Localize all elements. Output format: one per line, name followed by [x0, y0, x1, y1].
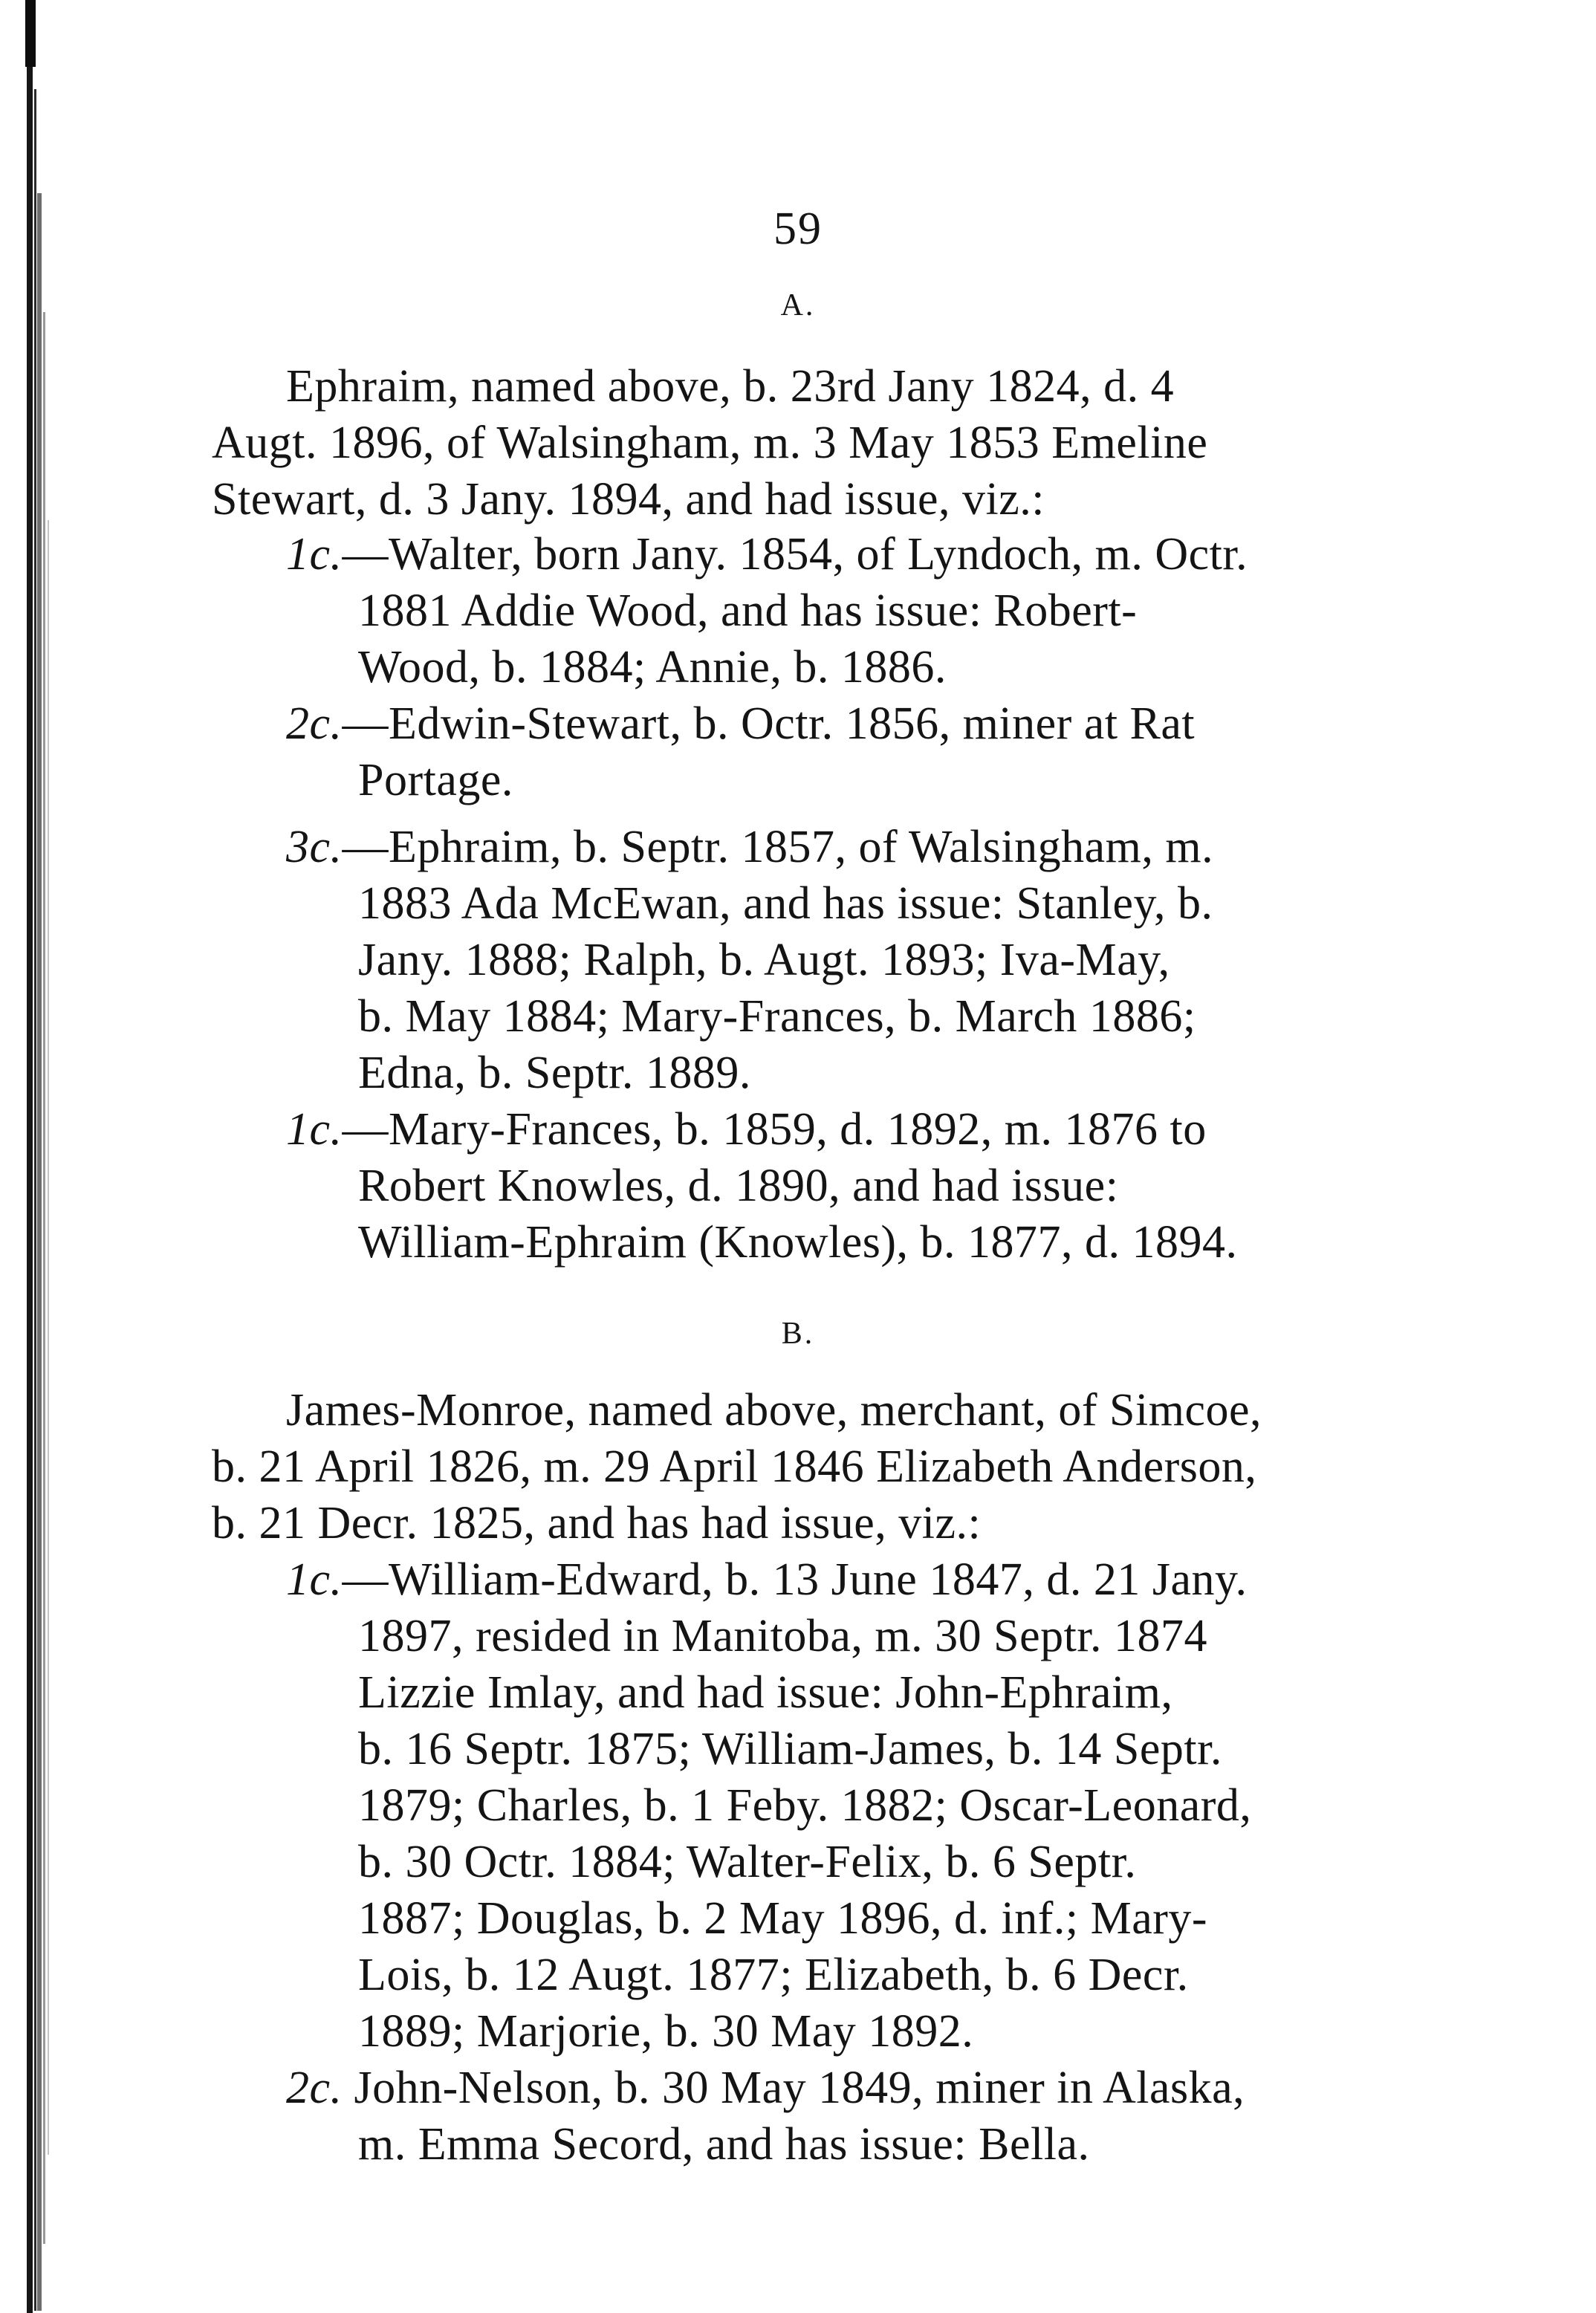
text-line: William-Ephraim (Knowles), b. 1877, d. 1894.	[358, 1217, 1238, 1268]
text-line: Stewart, d. 3 Jany. 1894, and had issue, viz.:	[212, 474, 1045, 525]
section-heading: A.	[780, 288, 816, 322]
text-line: Robert Knowles, d. 1890, and had issue:	[358, 1161, 1119, 1211]
child-number-marker: 1c.	[286, 529, 343, 580]
text-line: b. May 1884; Mary-Frances, b. March 1886;	[358, 991, 1196, 1042]
text-line: Wood, b. 1884; Annie, b. 1886.	[358, 642, 947, 692]
text-line: Portage.	[358, 755, 513, 805]
text-line	[286, 1103, 1207, 1156]
text-line: Edna, b. Septr. 1889.	[358, 1048, 751, 1098]
entry-text: —Mary-Frances, b. 1859, d. 1892, m. 1876 to	[342, 1104, 1207, 1155]
text-line: m. Emma Secord, and has issue: Bella.	[358, 2119, 1090, 2170]
entry-text: —Walter, born Jany. 1854, of Lyndoch, m. Octr.	[342, 529, 1248, 580]
text-line	[286, 1553, 1247, 1606]
text-line: Lois, b. 12 Augt. 1877; Elizabeth, b. 6 Decr.	[358, 1950, 1189, 2000]
child-number-marker: 3c.	[286, 822, 343, 872]
text-line: Lizzie Imlay, and had issue: John-Ephraim,	[358, 1667, 1173, 1718]
child-number-marker: 2c.	[286, 698, 343, 749]
text-line: 1897, resided in Manitoba, m. 30 Septr. 1874	[358, 1611, 1208, 1661]
text-line: b. 21 April 1826, m. 29 April 1846 Elizabeth Anderson,	[212, 1441, 1257, 1492]
binding-edge	[25, 0, 77, 2313]
entry-text: —Ephraim, b. Septr. 1857, of Walsingham, m.	[342, 822, 1214, 872]
text-line: b. 16 Septr. 1875; William-James, b. 14 Septr.	[358, 1724, 1222, 1774]
text-line: 1879; Charles, b. 1 Feby. 1882; Oscar-Leonard,	[358, 1780, 1252, 1831]
text-line	[286, 2061, 1245, 2115]
child-number-marker: 1c.	[286, 1104, 343, 1155]
text-line: b. 30 Octr. 1884; Walter-Felix, b. 6 Septr.	[358, 1837, 1137, 1887]
text-line	[286, 697, 1195, 750]
text-line: 1887; Douglas, b. 2 May 1896, d. inf.; Mary-	[358, 1893, 1208, 1944]
section-heading: B.	[781, 1317, 815, 1351]
text-line: Jany. 1888; Ralph, b. Augt. 1893; Iva-May,	[358, 935, 1170, 985]
text-line: 1883 Ada McEwan, and has issue: Stanley, b.	[358, 878, 1213, 929]
entry-text: —William-Edward, b. 13 June 1847, d. 21 Jany.	[342, 1554, 1248, 1605]
text-line: 1889; Marjorie, b. 30 May 1892.	[358, 2006, 974, 2057]
page-number: 59	[773, 204, 823, 254]
child-number-marker: 1c.	[286, 1554, 343, 1605]
text-line: b. 21 Decr. 1825, and has had issue, viz.:	[212, 1498, 982, 1548]
text-line	[286, 820, 1213, 874]
text-line: Augt. 1896, of Walsingham, m. 3 May 1853 Emeline	[212, 418, 1208, 468]
text-line	[286, 528, 1248, 581]
text-line: Ephraim, named above, b. 23rd Jany 1824, d. 4	[286, 361, 1175, 412]
child-number-marker: 2c.	[286, 2063, 343, 2113]
text-line: 1881 Addie Wood, and has issue: Robert-	[358, 585, 1138, 636]
entry-text: John-Nelson, b. 30 May 1849, miner in Alaska,	[342, 2063, 1245, 2113]
text-line: James-Monroe, named above, merchant, of Simcoe,	[286, 1385, 1262, 1436]
entry-text: —Edwin-Stewart, b. Octr. 1856, miner at Rat	[342, 698, 1196, 749]
